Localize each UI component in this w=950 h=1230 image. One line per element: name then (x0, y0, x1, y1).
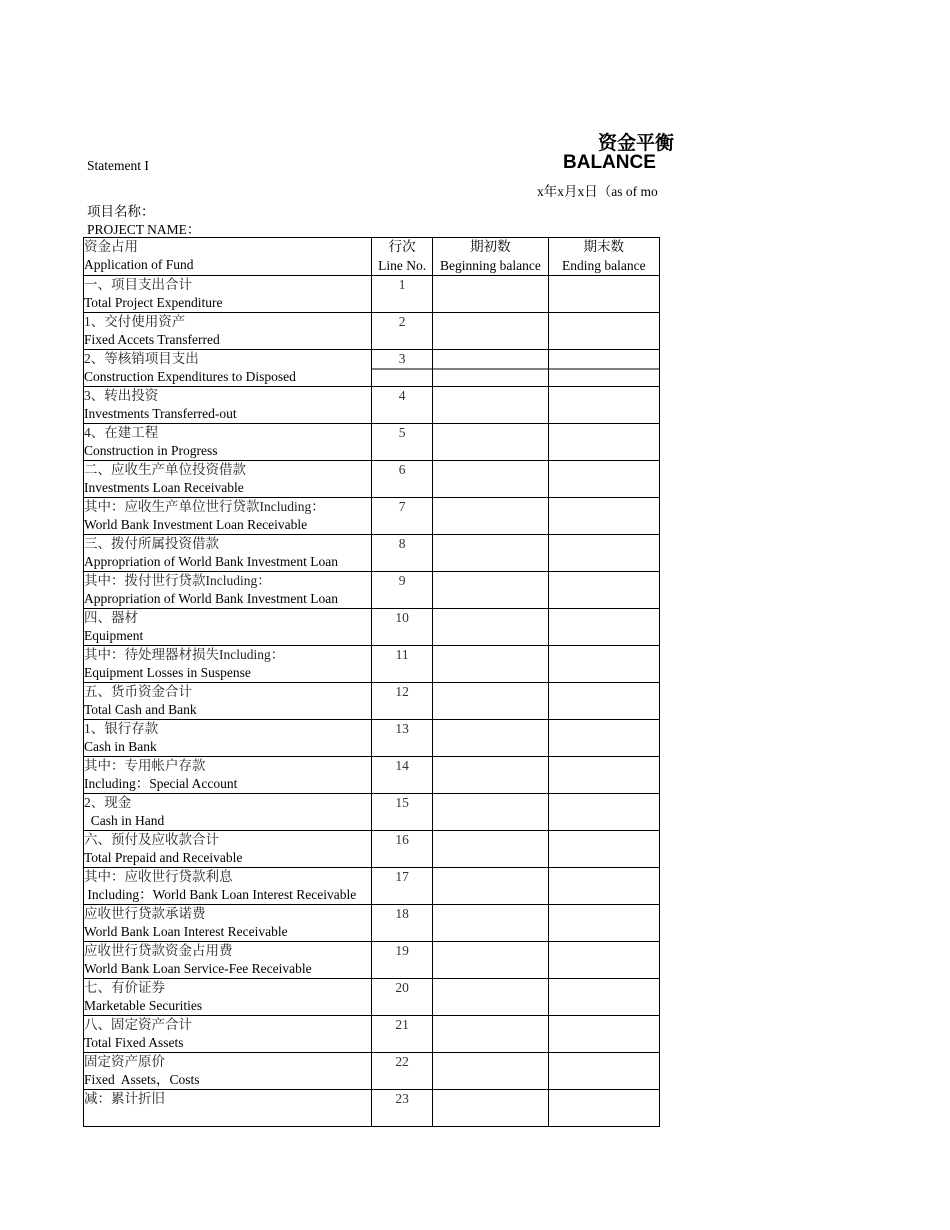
title-chinese: 资金平衡 (598, 132, 675, 154)
row-beginning-balance-cell[interactable] (433, 831, 548, 868)
row-line-number: 15 (395, 795, 409, 810)
row-ending-balance-cell[interactable] (548, 720, 659, 757)
row-line-number: 18 (395, 906, 409, 921)
row-ending-balance-cell[interactable] (548, 535, 659, 572)
row-line-cell[interactable] (372, 1016, 433, 1053)
row-line-number: 6 (398, 462, 406, 477)
row-item-cell[interactable] (84, 683, 372, 720)
header-item-en: Application of Fund (84, 257, 194, 272)
row-line-cell[interactable] (372, 868, 433, 905)
row-label-en: Cash in Hand (84, 813, 165, 828)
header-line-cn: 行次 (388, 239, 416, 254)
row-label-en (84, 1108, 371, 1126)
row-label-en: Cash in Bank (84, 739, 157, 754)
row-label-cn: 其中：应收生产单位世行贷款 (84, 499, 260, 514)
row-ending-balance-cell[interactable] (548, 794, 659, 831)
row-line-cell[interactable] (372, 609, 433, 646)
row-ending-balance-cell[interactable] (548, 461, 659, 498)
row-line-cell[interactable] (372, 572, 433, 609)
row-item-cell[interactable] (84, 276, 372, 313)
header-item-cell (84, 238, 372, 276)
row-label-including: Including： (259, 499, 325, 514)
header-item-cn: 资金占用 (84, 239, 138, 254)
row-ending-balance-cell[interactable] (548, 646, 659, 683)
row-label-en: Total Fixed Assets (84, 1035, 184, 1050)
table-row (84, 498, 660, 535)
table-row (84, 720, 660, 757)
row-ending-balance-cell[interactable] (548, 424, 659, 461)
row-label-en: Construction in Progress (84, 443, 218, 458)
row-beginning-balance-cell[interactable] (433, 868, 548, 905)
row-item-cell[interactable] (84, 313, 372, 350)
row-label-cn: 1、银行存款 (84, 721, 159, 736)
row-item-cell[interactable] (84, 535, 372, 572)
row-label-cn: 三、拨付所属投资借款 (84, 536, 219, 551)
row-label-cn: 4、在建工程 (84, 425, 159, 440)
header-end-en: Ending balance (562, 257, 646, 273)
row-item-cell[interactable] (84, 794, 372, 831)
row-item-cell[interactable] (84, 868, 372, 905)
row-line-cell[interactable] (372, 313, 433, 350)
table-row (84, 868, 660, 905)
balance-table (83, 237, 660, 1127)
row-label-cn: 其中：拨付世行贷款 (84, 573, 206, 588)
row-line-number: 11 (395, 647, 409, 662)
row-line-number: 14 (395, 758, 409, 773)
table-row (84, 609, 660, 646)
row-beginning-balance-cell[interactable] (433, 424, 548, 461)
row-ending-balance-cell[interactable] (548, 609, 659, 646)
row-label-cn: 四、器材 (84, 610, 138, 625)
row-ending-balance-cell[interactable] (548, 387, 659, 424)
row-label-cn: 其中：待处理器材损失 (84, 647, 219, 662)
row-label-cn: 1、交付使用资产 (84, 314, 186, 329)
row-item-cell[interactable] (84, 1016, 372, 1053)
header-line-cell (372, 238, 433, 276)
row-item-cell[interactable] (84, 646, 372, 683)
row-label-cn: 3、转出投资 (84, 388, 159, 403)
row-beginning-balance-cell[interactable] (433, 979, 548, 1016)
row-item-cell[interactable] (84, 942, 372, 979)
row-beginning-balance-cell[interactable] (433, 387, 548, 424)
row-beginning-balance-cell[interactable] (433, 572, 548, 609)
row-label-cn: 八、固定资产合计 (84, 1017, 192, 1032)
row-item-cell[interactable] (84, 387, 372, 424)
table-row (84, 350, 660, 387)
table-row (84, 313, 660, 350)
table-row (84, 942, 660, 979)
row-label-en: World Bank Investment Loan Receivable (84, 517, 308, 532)
row-label-cn: 二、应收生产单位投资借款 (84, 462, 246, 477)
row-label-en: Fixed Assets，Costs (84, 1072, 200, 1087)
row-label-en: Investments Loan Receivable (84, 480, 244, 495)
row-label-cn: 其中：专用帐户存款 (84, 758, 206, 773)
row-label-en: Appropriation of World Bank Investment Loan (84, 591, 338, 606)
table-row (84, 424, 660, 461)
row-ending-balance-cell[interactable] (548, 1090, 659, 1127)
row-beginning-balance-cell[interactable] (433, 1053, 548, 1090)
row-beginning-balance-cell[interactable] (433, 794, 548, 831)
header-begin-en: Beginning balance (439, 257, 541, 273)
row-ending-balance-cell[interactable] (548, 757, 659, 794)
row-ending-balance-cell[interactable] (548, 683, 659, 720)
table-row (84, 831, 660, 868)
header-end-cn: 期末数 (583, 239, 625, 254)
row-line-cell[interactable] (372, 831, 433, 868)
row-line-cell[interactable] (372, 461, 433, 498)
row-item-cell[interactable] (84, 461, 372, 498)
table-row (84, 276, 660, 313)
row-item-cell[interactable] (84, 424, 372, 461)
row-line-number: 4 (398, 388, 406, 403)
row-label-en: Including：Special Account (84, 776, 238, 791)
row-line-number: 13 (395, 721, 409, 736)
row-line-number: 1 (398, 277, 406, 292)
row-line-cell[interactable] (372, 794, 433, 831)
row-label-en: Investments Transferred-out (84, 406, 237, 421)
row-line-cell[interactable] (372, 387, 433, 424)
row-line-number: 19 (395, 943, 409, 958)
row-line-cell[interactable] (372, 942, 433, 979)
row-line-cell[interactable] (372, 424, 433, 461)
row-label-en: World Bank Loan Interest Receivable (84, 924, 288, 939)
row-line-cell[interactable] (372, 1053, 433, 1090)
row-line-cell[interactable] (372, 276, 433, 313)
row-label-cn: 减：累计折旧 (84, 1091, 165, 1106)
table-row (84, 535, 660, 572)
row-item-cell[interactable] (84, 350, 372, 387)
row-beginning-balance-cell[interactable] (433, 276, 548, 313)
row-line-number: 8 (398, 536, 406, 551)
row-item-cell[interactable] (84, 609, 372, 646)
row-beginning-balance-cell[interactable] (433, 609, 548, 646)
row-ending-balance-cell[interactable] (548, 498, 659, 535)
row-item-cell[interactable] (84, 979, 372, 1016)
row-label-including: Including： (219, 647, 285, 662)
table-row (84, 794, 660, 831)
row-label-en: Appropriation of World Bank Investment Loan (84, 554, 338, 569)
row-label-cn: 一、项目支出合计 (84, 277, 192, 292)
row-ending-balance-cell[interactable] (548, 572, 659, 609)
row-line-cell[interactable] (372, 350, 433, 387)
row-line-number: 2 (398, 314, 406, 329)
row-item-cell[interactable] (84, 1053, 372, 1090)
row-beginning-balance-cell[interactable] (433, 461, 548, 498)
row-label-en: Total Cash and Bank (84, 702, 197, 717)
row-line-number: 5 (398, 425, 406, 440)
row-beginning-balance-cell[interactable] (433, 313, 548, 350)
row-beginning-balance-cell[interactable] (433, 535, 548, 572)
row-beginning-balance-cell[interactable] (433, 1090, 548, 1127)
row-line-number: 21 (395, 1017, 409, 1032)
header-row (84, 238, 660, 276)
row-item-cell[interactable] (84, 905, 372, 942)
row-line-cell[interactable] (372, 683, 433, 720)
row-line-cell[interactable] (372, 979, 433, 1016)
row-label-cn: 其中：应收世行贷款利息 (84, 869, 233, 884)
row-line-number: 3 (398, 351, 406, 366)
header-end-cell (548, 238, 659, 276)
row-beginning-balance-cell[interactable] (433, 498, 548, 535)
row-label-cn: 五、货币资金合计 (84, 684, 192, 699)
row-item-cell[interactable] (84, 1090, 372, 1127)
row-line-number: 23 (395, 1091, 409, 1106)
row-item-cell[interactable] (84, 498, 372, 535)
row-beginning-balance-cell[interactable] (433, 646, 548, 683)
row-label-en: Total Prepaid and Receivable (84, 850, 243, 865)
table-row (84, 461, 660, 498)
row-line-cell[interactable] (372, 757, 433, 794)
row-line-cell[interactable] (372, 535, 433, 572)
row-item-cell[interactable] (84, 831, 372, 868)
row-label-cn: 应收世行贷款承诺费 (84, 906, 206, 921)
row-ending-balance-cell[interactable] (548, 868, 659, 905)
row-line-number: 16 (395, 832, 409, 847)
row-label-cn: 2、等核销项目支出 (84, 351, 199, 366)
row-label-cn: 应收世行贷款资金占用费 (84, 943, 233, 958)
row-beginning-balance-cell[interactable] (433, 757, 548, 794)
row-line-cell[interactable] (372, 1090, 433, 1127)
row-ending-balance-cell[interactable] (548, 350, 659, 387)
row-item-cell[interactable] (84, 572, 372, 609)
row-line-cell[interactable] (372, 498, 433, 535)
row-line-number: 22 (395, 1054, 409, 1069)
table-row (84, 979, 660, 1016)
row-beginning-balance-cell[interactable] (433, 683, 548, 720)
row-line-number: 10 (395, 610, 409, 625)
row-label-en: Equipment Losses in Suspense (84, 665, 251, 680)
row-label-including: Including： (205, 573, 271, 588)
row-item-cell[interactable] (84, 720, 372, 757)
row-ending-balance-cell[interactable] (548, 276, 659, 313)
table-row (84, 1090, 660, 1127)
row-line-number: 9 (398, 573, 406, 588)
row-ending-balance-cell[interactable] (548, 313, 659, 350)
row-ending-balance-cell[interactable] (548, 942, 659, 979)
table-row (84, 572, 660, 609)
header-line-en: Line No. (378, 257, 427, 273)
row-beginning-balance-cell[interactable] (433, 1016, 548, 1053)
row-line-number: 20 (395, 980, 409, 995)
row-label-en: Fixed Accets Transferred (84, 332, 220, 347)
row-label-cn: 2、现金 (84, 795, 132, 810)
row-label-en: Including：World Bank Loan Interest Receivable (84, 887, 357, 902)
row-label-cn: 六、预付及应收款合计 (84, 832, 219, 847)
row-beginning-balance-cell[interactable] (433, 942, 548, 979)
row-line-cell[interactable] (372, 905, 433, 942)
row-label-en: Equipment (84, 628, 144, 643)
statement-label: Statement I (87, 158, 149, 173)
row-line-cell[interactable] (372, 720, 433, 757)
table-row (84, 905, 660, 942)
row-ending-balance-cell[interactable] (548, 831, 659, 868)
row-line-number: 7 (398, 499, 406, 514)
project-name-cn: 项目名称： (87, 204, 155, 219)
table-row (84, 757, 660, 794)
row-label-cn: 七、有价证券 (84, 980, 165, 995)
row-ending-balance-cell[interactable] (548, 1053, 659, 1090)
row-label-en: Total Project Expenditure (84, 295, 223, 310)
row-line-cell[interactable] (372, 646, 433, 683)
table-row (84, 1053, 660, 1090)
row-beginning-balance-cell[interactable] (433, 905, 548, 942)
row-ending-balance-cell[interactable] (548, 1016, 659, 1053)
table-row (84, 646, 660, 683)
row-line-number: 17 (395, 869, 409, 884)
row-beginning-balance-cell[interactable] (433, 720, 548, 757)
header-begin-cell (433, 238, 548, 276)
row-ending-balance-cell[interactable] (548, 905, 659, 942)
table-row (84, 683, 660, 720)
row-item-cell[interactable] (84, 757, 372, 794)
table-row (84, 1016, 660, 1053)
row-label-en: World Bank Loan Service-Fee Receivable (84, 961, 312, 976)
row-label-cn: 固定资产原价 (84, 1054, 165, 1069)
row-label-en: Construction Expenditures to Disposed (84, 369, 296, 384)
row-label-en: Marketable Securities (84, 998, 203, 1013)
row-ending-balance-cell[interactable] (548, 979, 659, 1016)
row-beginning-balance-cell[interactable] (433, 350, 548, 387)
date-line: x年x月x日（as of mo (537, 184, 658, 199)
title-english: BALANCE (563, 152, 656, 173)
table-row (84, 387, 660, 424)
project-name-en: PROJECT NAME： (87, 222, 201, 237)
row-line-number: 12 (395, 684, 409, 699)
header-begin-cn: 期初数 (470, 239, 511, 254)
